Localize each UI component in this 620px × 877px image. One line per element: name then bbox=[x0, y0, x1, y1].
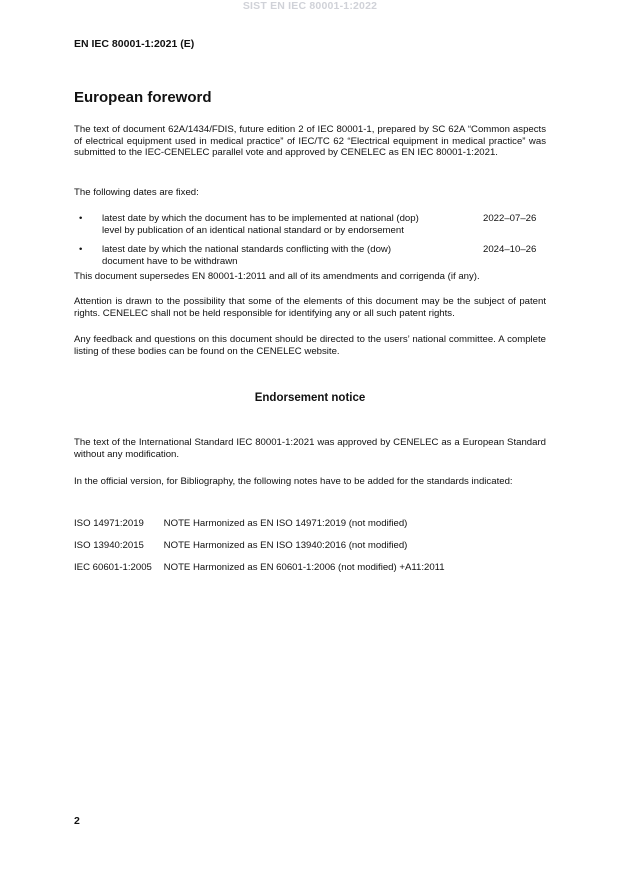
foreword-title: European foreword bbox=[74, 89, 212, 106]
note-text: NOTE Harmonized as EN 60601-1:2006 (not modified) +A11:2011 bbox=[163, 562, 445, 573]
note-text: NOTE Harmonized as EN ISO 13940:2016 (not modified) bbox=[163, 540, 408, 551]
foreword-paragraph-5: Any feedback and questions on this document should be directed to the users’ national committee. A complete listing of these bodies can be found on the CENELEC website. bbox=[74, 334, 546, 357]
bullet-text bbox=[102, 244, 450, 267]
bullet-text-line-1: latest date by which the document has to be implemented at national (dop) bbox=[102, 213, 419, 224]
bullet-text-line-2: level by publication of an identical national standard or by endorsement bbox=[102, 224, 404, 236]
foreword-paragraph-3: This document supersedes EN 80001-1:2011 and all of its amendments and corrigenda (if any). bbox=[74, 271, 480, 282]
bullet-text-line-1: latest date by which the national standards conflicting with the (dow) bbox=[102, 244, 392, 255]
foreword-paragraph-4: Attention is drawn to the possibility that some of the elements of this document may be the subject of patent rights. CENELEC shall not be held responsible for identifying any or all such patent rights. bbox=[74, 296, 546, 319]
standard-code: IEC 60601-1:2005 bbox=[74, 562, 152, 573]
bibliography-note bbox=[74, 518, 407, 530]
page-number: 2 bbox=[74, 815, 80, 827]
bullet-date: 2022–07–26 bbox=[483, 213, 537, 224]
bullet-text bbox=[102, 213, 450, 236]
endorsement-paragraph-1: The text of the International Standard IEC 80001-1:2021 was approved by CENELEC as a European Standard without any modification. bbox=[74, 437, 546, 460]
bibliography-note bbox=[74, 540, 407, 552]
standard-code: ISO 13940:2015 bbox=[74, 540, 144, 551]
bibliography-note bbox=[74, 562, 445, 574]
foreword-paragraph-2: The following dates are fixed: bbox=[74, 187, 199, 198]
standard-code: ISO 14971:2019 bbox=[74, 518, 144, 529]
endorsement-title: Endorsement notice bbox=[254, 392, 366, 404]
bullet-marker: • bbox=[79, 244, 83, 255]
document-header: EN IEC 80001-1:2021 (E) bbox=[74, 38, 195, 50]
note-text: NOTE Harmonized as EN ISO 14971:2019 (not modified) bbox=[163, 518, 408, 529]
watermark: SIST EN IEC 80001-1:2022 bbox=[242, 0, 378, 12]
bullet-date: 2024–10–26 bbox=[483, 244, 537, 255]
bullet-marker: • bbox=[79, 213, 83, 224]
endorsement-paragraph-2: In the official version, for Bibliography, the following notes have to be added for the standards indicated: bbox=[74, 476, 513, 487]
bullet-text-line-2: document have to be withdrawn bbox=[102, 255, 238, 267]
foreword-paragraph-1: The text of document 62A/1434/FDIS, future edition 2 of IEC 80001-1, prepared by SC 62A “Common aspects of electrical equipment used in medical practice” of IEC/TC 62 “Electrical equipment in medical practice” was submitted to the IEC-CENELEC parallel vote and approved by CENELEC as EN IEC 80001-1:2021. bbox=[74, 124, 546, 158]
